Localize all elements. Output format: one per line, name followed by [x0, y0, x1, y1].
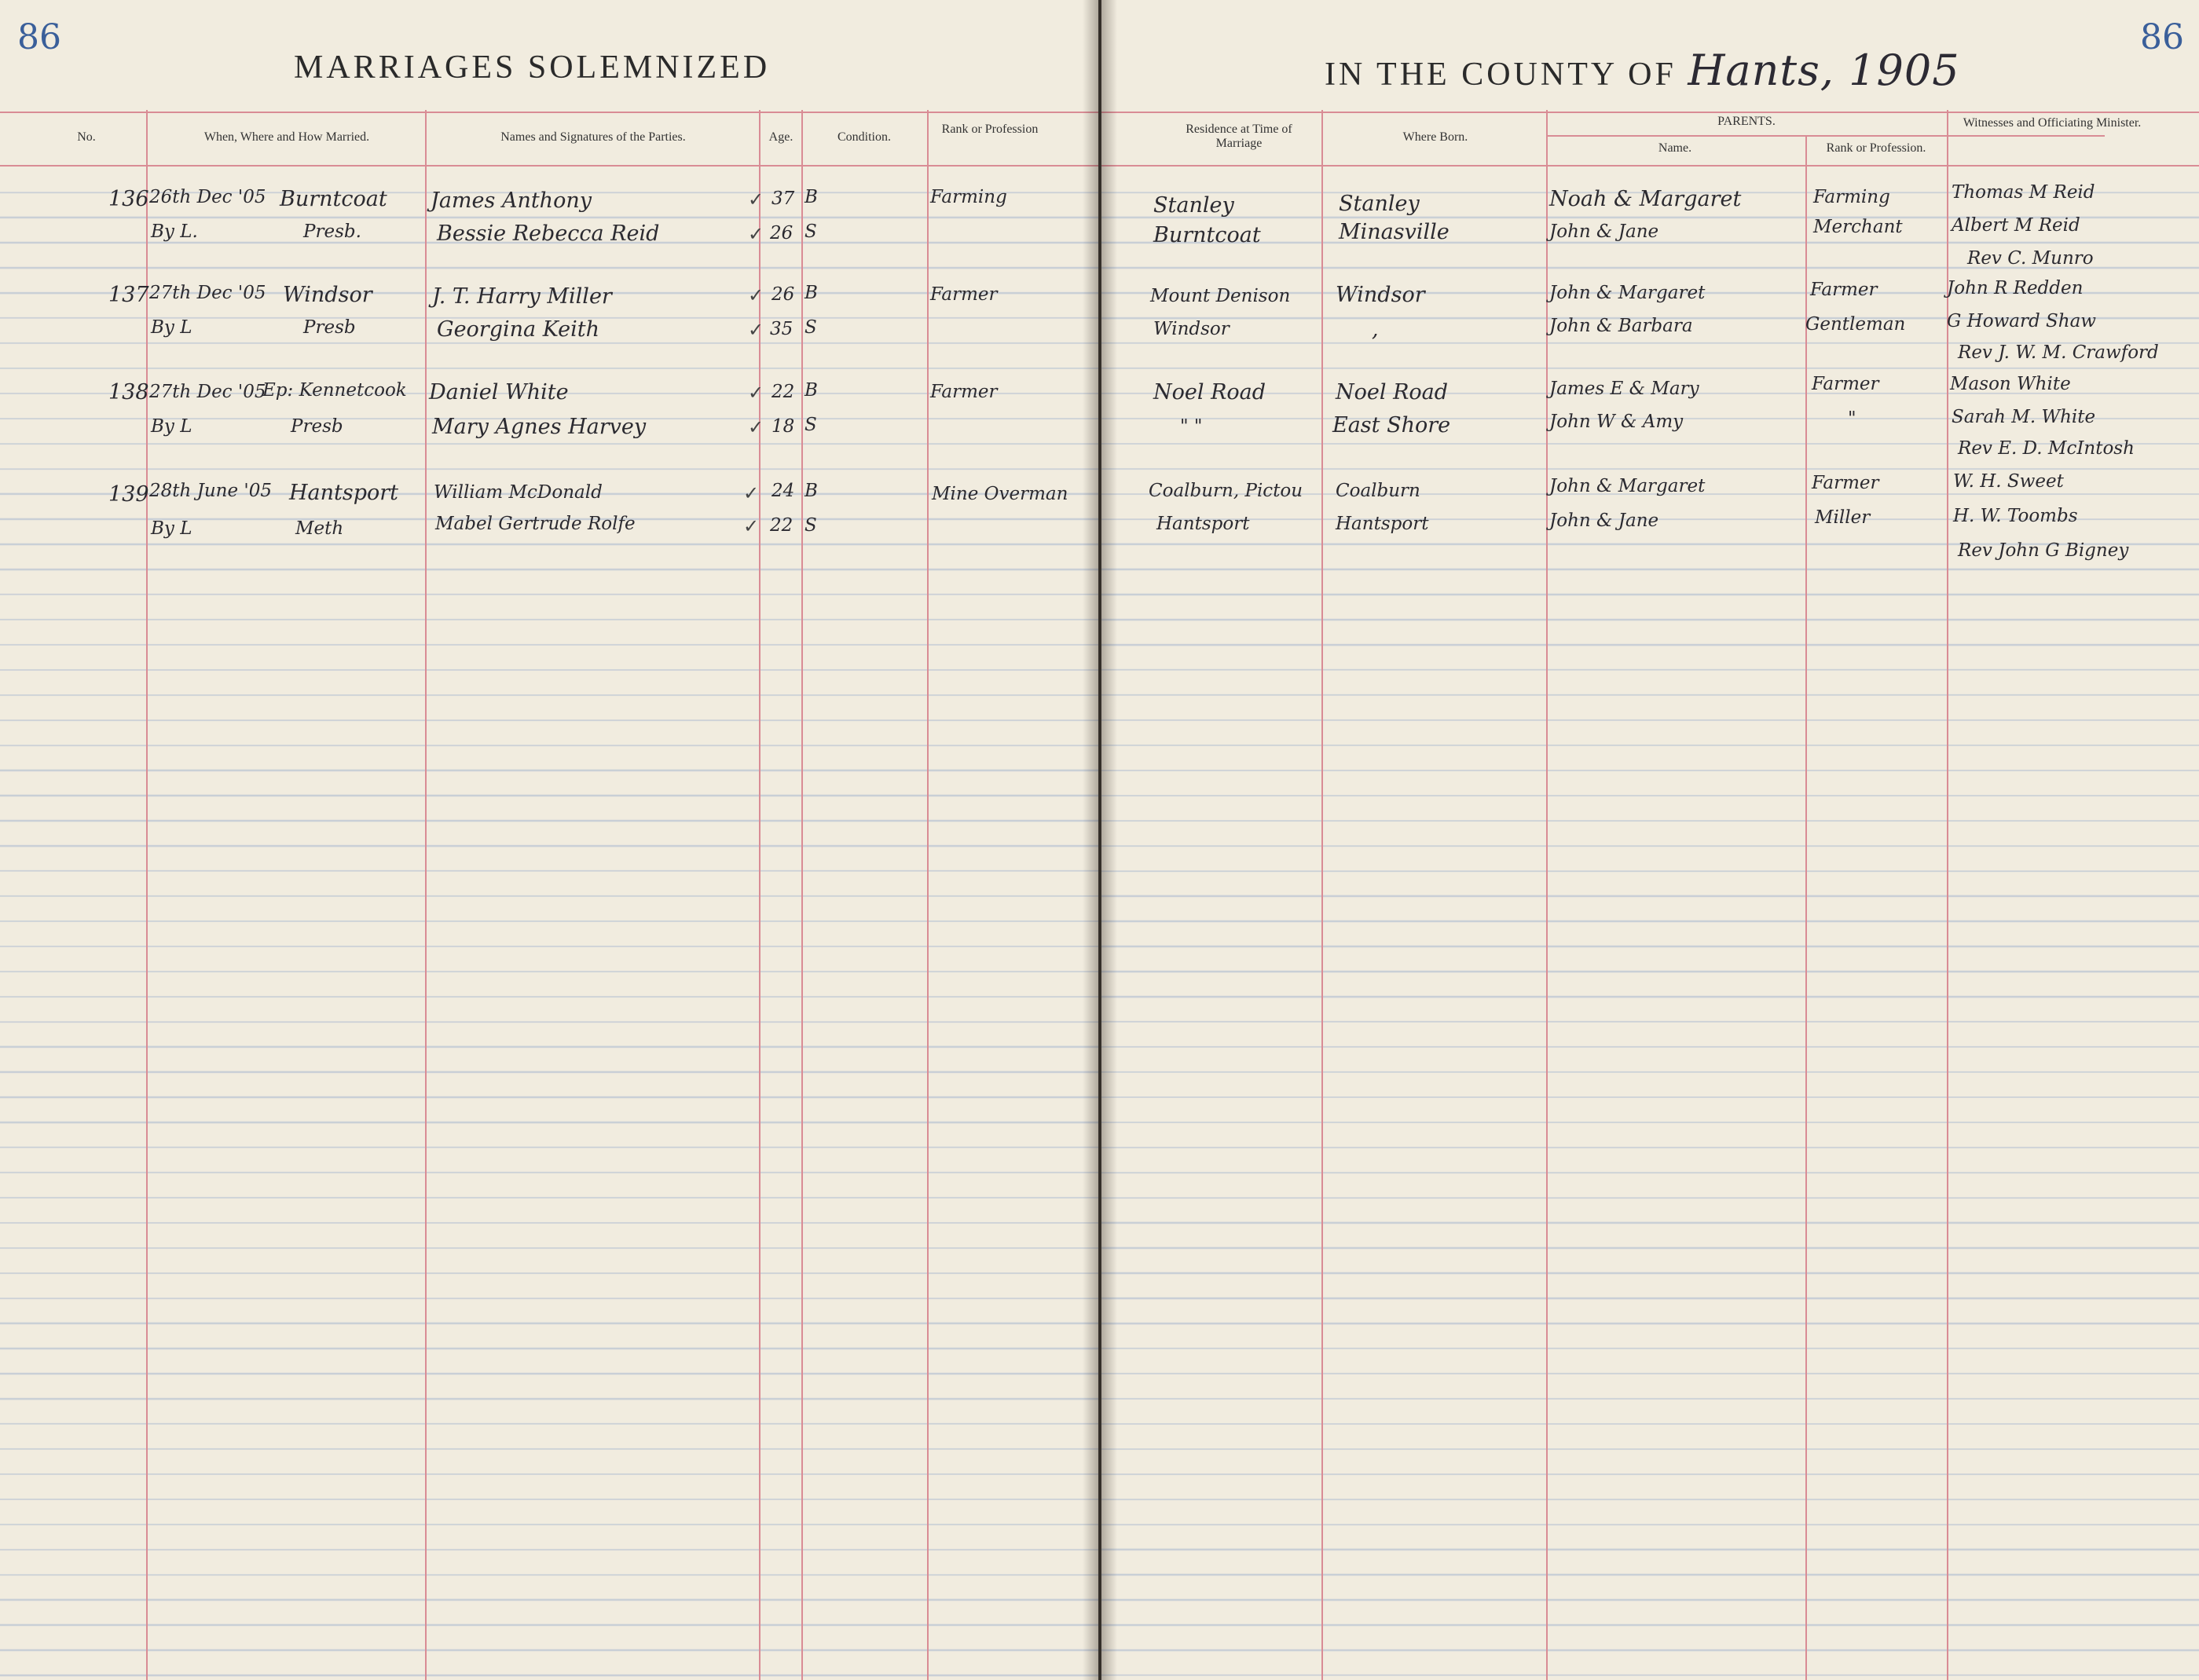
book-gutter [1083, 0, 1117, 1680]
groom-rank: Farmer [930, 284, 998, 305]
column-divider [927, 110, 929, 1680]
col-header-witnesses: Witnesses and Officiating Minister. [1963, 116, 2142, 130]
bride-birthplace: East Shore [1332, 413, 1451, 437]
col-header-names: Names and Signatures of the Parties. [500, 130, 686, 144]
entry-how: By L [151, 416, 192, 437]
bride-parents: John & Jane [1549, 221, 1659, 242]
groom-parents: James E & Mary [1549, 379, 1699, 399]
tick-mark: ✓ [743, 515, 760, 537]
left-page-heading: MARRIAGES SOLEMNIZED [294, 49, 771, 86]
col-header-residence: Residence at Time of Marriage [1186, 123, 1292, 150]
column-divider [146, 110, 148, 1680]
entry-number: 137 [108, 283, 149, 307]
bride-parents: John & Barbara [1549, 316, 1693, 336]
officiating-minister: Rev John G Bigney [1958, 540, 2129, 561]
groom-rank: Farmer [930, 382, 998, 402]
groom-rank: Farming [930, 187, 1007, 207]
groom-parents-rank: Farmer [1812, 374, 1879, 394]
col-header-parents-rank: Rank or Profession. [1826, 141, 1926, 155]
entry-place: Ep: Kennetcook [262, 380, 407, 401]
officiating-minister: Rev E. D. McIntosh [1958, 438, 2135, 459]
entry-how: By L [151, 518, 192, 539]
entry-date: 28th June '05 [149, 481, 272, 501]
officiating-minister: Rev C. Munro [1967, 248, 2094, 269]
groom-condition: B [804, 481, 818, 501]
groom-residence: Mount Denison [1150, 286, 1291, 306]
groom-name: James Anthony [431, 188, 592, 213]
witness-2: Albert M Reid [1952, 215, 2080, 236]
county-heading-prefix: IN THE COUNTY OF [1325, 57, 1677, 93]
header-rule-top [0, 112, 1098, 113]
groom-condition: B [804, 187, 818, 207]
bride-parents-rank: Miller [1815, 507, 1871, 528]
groom-condition: B [804, 283, 818, 303]
tick-mark: ✓ [743, 482, 760, 504]
col-header-condition: Condition. [837, 130, 891, 144]
bride-name: Bessie Rebecca Reid [437, 221, 660, 246]
bride-birthplace: , [1372, 317, 1379, 342]
bride-parents-rank: " [1848, 408, 1856, 429]
groom-name: William McDonald [434, 482, 603, 503]
groom-residence: Stanley [1153, 193, 1234, 218]
entry-date: 27th Dec '05 [149, 283, 266, 303]
col-header-rank: Rank or Profession [941, 123, 1039, 136]
header-rule-bottom [0, 165, 1098, 167]
entry-denomination: Presb. [303, 221, 361, 242]
bride-name: Mabel Gertrude Rolfe [435, 514, 636, 534]
tick-mark: ✓ [748, 416, 764, 438]
groom-parents-rank: Farmer [1810, 280, 1878, 300]
groom-age: 26 [771, 284, 795, 305]
entry-date: 26th Dec '05 [149, 187, 266, 207]
groom-residence: Noel Road [1153, 380, 1266, 404]
groom-rank: Mine Overman [932, 484, 1068, 504]
entry-place: Burntcoat [280, 187, 387, 211]
witness-2: H. W. Toombs [1953, 506, 2078, 526]
tick-mark: ✓ [748, 284, 764, 306]
col-header-no: No. [77, 130, 96, 144]
bride-residence: " " [1180, 416, 1203, 437]
column-divider [1947, 110, 1948, 1680]
column-divider [1546, 110, 1548, 1680]
bride-condition: S [804, 317, 817, 338]
column-divider [801, 110, 803, 1680]
tick-mark: ✓ [748, 382, 764, 404]
tick-mark: ✓ [748, 223, 764, 245]
groom-parents: John & Margaret [1549, 283, 1706, 303]
officiating-minister: Rev J. W. M. Crawford [1958, 342, 2159, 363]
parents-subheader-rule [1546, 135, 2105, 137]
groom-birthplace: Noel Road [1336, 380, 1449, 404]
tick-mark: ✓ [748, 188, 764, 210]
entry-denomination: Presb [303, 317, 356, 338]
col-header-parents: PARENTS. [1717, 115, 1776, 128]
bride-condition: S [804, 515, 817, 536]
witness-2: G Howard Shaw [1947, 311, 2096, 331]
bride-parents: John W & Amy [1549, 412, 1684, 432]
left-page [0, 0, 1098, 1680]
right-page-heading [1325, 46, 1960, 95]
witness-1: John R Redden [1947, 278, 2084, 298]
bride-parents-rank: Gentleman [1805, 314, 1906, 335]
col-header-parents-name: Name. [1658, 141, 1692, 155]
bride-parents-rank: Merchant [1813, 217, 1903, 237]
bride-residence: Burntcoat [1153, 223, 1261, 247]
entry-number: 139 [108, 482, 149, 507]
bride-condition: S [804, 415, 817, 435]
bride-name: Mary Agnes Harvey [432, 415, 647, 439]
entry-place: Hantsport [289, 481, 399, 505]
right-page [1101, 0, 2199, 1680]
witness-1: Thomas M Reid [1952, 182, 2095, 203]
groom-parents: John & Margaret [1549, 476, 1706, 496]
header-rule-bottom [1101, 165, 2199, 167]
groom-name: Daniel White [429, 380, 569, 404]
bride-age: 35 [770, 319, 793, 339]
bride-parents: John & Jane [1549, 511, 1659, 531]
entry-denomination: Meth [295, 518, 344, 539]
groom-birthplace: Windsor [1336, 283, 1425, 307]
bride-birthplace: Hantsport [1336, 514, 1429, 534]
groom-age: 37 [771, 188, 795, 209]
groom-condition: B [804, 380, 818, 401]
groom-birthplace: Stanley [1339, 192, 1420, 216]
col-header-born: Where Born. [1402, 130, 1468, 144]
entry-number: 138 [108, 380, 149, 404]
col-header-when-where: When, Where and How Married. [203, 130, 370, 144]
groom-birthplace: Coalburn [1336, 481, 1420, 501]
column-divider [759, 110, 760, 1680]
bride-age: 26 [770, 223, 793, 243]
col-header-age: Age. [768, 130, 793, 144]
entry-number: 136 [108, 187, 149, 211]
witness-2: Sarah M. White [1952, 407, 2096, 427]
groom-name: J. T. Harry Miller [432, 284, 612, 309]
bride-age: 22 [770, 515, 793, 536]
entry-date: 27th Dec '05 [149, 382, 266, 402]
witness-1: W. H. Sweet [1953, 471, 2064, 492]
bride-birthplace: Minasville [1339, 220, 1450, 244]
left-page-number: 86 [17, 17, 61, 57]
groom-parents: Noah & Margaret [1549, 187, 1742, 211]
column-divider [1805, 135, 1807, 1680]
groom-age: 22 [771, 382, 795, 402]
bride-condition: S [804, 221, 817, 242]
groom-parents-rank: Farmer [1812, 473, 1879, 493]
entry-denomination: Presb [291, 416, 343, 437]
groom-residence: Coalburn, Pictou [1149, 481, 1303, 501]
bride-age: 18 [771, 416, 795, 437]
groom-parents-rank: Farming [1813, 187, 1890, 207]
tick-mark: ✓ [748, 319, 764, 341]
entry-how: By L. [151, 221, 198, 242]
header-rule-top [1101, 112, 2199, 113]
groom-age: 24 [771, 481, 795, 501]
bride-name: Georgina Keith [437, 317, 599, 342]
entry-place: Windsor [283, 283, 372, 307]
column-divider [425, 110, 427, 1680]
county-name: Hants, 1905 [1688, 46, 1960, 95]
witness-1: Mason White [1950, 374, 2071, 394]
entry-how: By L [151, 317, 192, 338]
bride-residence: Windsor [1153, 319, 1230, 339]
right-page-number: 86 [2140, 17, 2184, 57]
column-divider [1321, 110, 1323, 1680]
bride-residence: Hantsport [1156, 514, 1250, 534]
